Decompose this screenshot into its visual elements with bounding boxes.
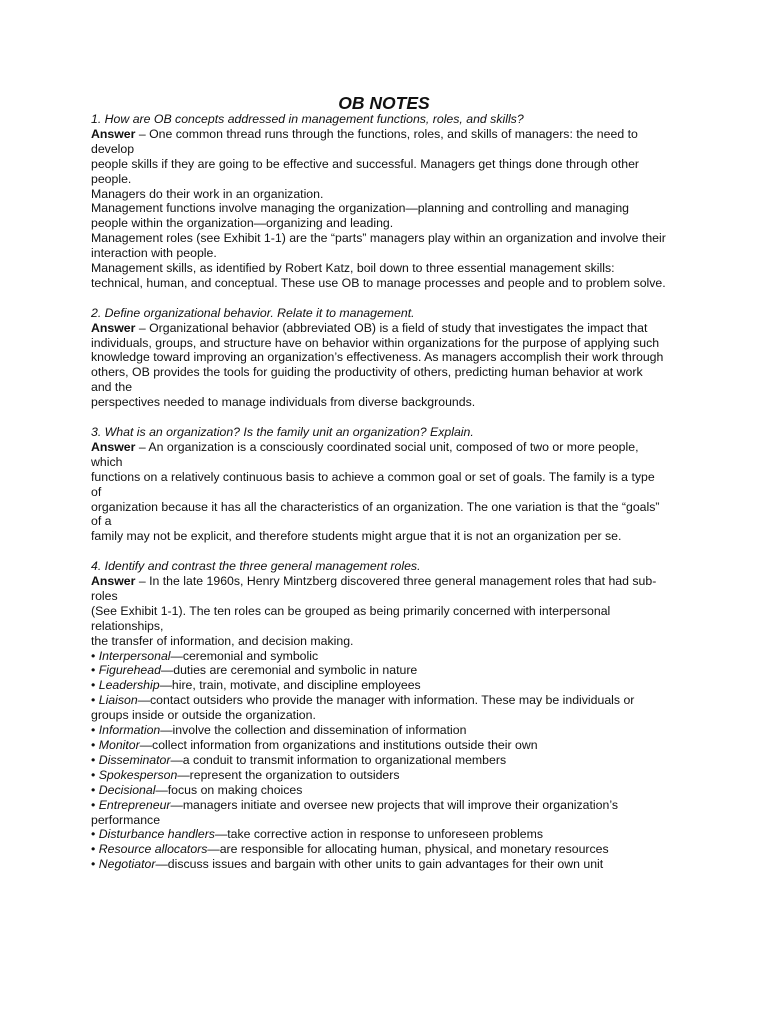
question-4: 4. Identify and contrast the three general management roles. <box>91 559 421 574</box>
answer-1-line: Management roles (see Exhibit 1-1) are the “parts” managers play within an organization and involve their <box>91 231 666 246</box>
page-title: OB NOTES <box>338 93 430 113</box>
answer-1-line: Managers do their work in an organization. <box>91 186 324 201</box>
answer-1-line: people skills if they are going to be effective and successful. Managers get things done through other <box>91 156 640 171</box>
role-description: —managers initiate and oversee new projects that will improve their organization’s <box>170 797 618 812</box>
answer-label: Answer <box>91 439 136 454</box>
answer-3-line: functions on a relatively continuous basis to achieve a common goal or set of goals. The family is a type <box>91 469 655 484</box>
answer-1-line: interaction with people. <box>91 246 217 261</box>
role-item-entrepreneur-continued: performance <box>91 812 161 827</box>
role-description: —contact outsiders who provide the manager with information. These may be individuals or <box>137 693 635 708</box>
answer-2-line: perspectives needed to manage individuals from diverse backgrounds. <box>91 395 476 410</box>
role-description: —ceremonial and symbolic <box>170 648 319 663</box>
answer-4-line: (See Exhibit 1-1). The ten roles can be grouped as being primarily concerned with interpersonal <box>91 603 611 618</box>
role-term: Entrepreneur <box>98 797 171 812</box>
role-term: Monitor <box>98 738 140 753</box>
role-description: —discuss issues and bargain with other units to gain advantages for their own unit <box>155 857 604 872</box>
answer-1-line: develop <box>91 141 135 156</box>
answer-1-line: Management skills, as identified by Robert Katz, boil down to three essential management skills: <box>91 261 615 276</box>
role-description: —hire, train, motivate, and discipline employees <box>159 678 421 693</box>
role-description: —focus on making choices <box>155 782 303 797</box>
answer-1-line: Management functions involve managing the organization—planning and controlling and managing <box>91 201 630 216</box>
role-description: —involve the collection and dissemination of information <box>160 723 467 738</box>
answer-2-line: individuals, groups, and structure have on behavior within organizations for the purpose of applying such <box>91 335 660 350</box>
document-body <box>91 112 691 872</box>
answer-3-line: which <box>91 454 123 469</box>
role-description: —are responsible for allocating human, physical, and monetary resources <box>207 842 609 857</box>
answer-4-line: Answer – In the late 1960s, Henry Mintzberg discovered three general management roles that had sub- <box>91 574 657 589</box>
role-item-disseminator: • Disseminator—a conduit to transmit information to organizational members <box>91 752 507 767</box>
role-description: —a conduit to transmit information to organizational members <box>170 752 507 767</box>
question-1: 1. How are OB concepts addressed in management functions, roles, and skills? <box>91 112 524 126</box>
role-item-information: • Information—involve the collection and dissemination of information <box>91 723 467 738</box>
answer-3-line: organization because it has all the characteristics of an organization. The one variation is that the “goals” <box>91 499 660 514</box>
paragraph-gap <box>91 291 691 306</box>
answer-1-line: Answer – One common thread runs through the functions, roles, and skills of managers: the need to <box>91 126 638 141</box>
answer-1-line: technical, human, and conceptual. These use OB to manage processes and people and to problem solve. <box>91 275 666 290</box>
role-item-decisional: • Decisional—focus on making choices <box>91 782 303 797</box>
role-term: Leadership <box>98 678 160 693</box>
role-item-leadership: • Leadership—hire, train, motivate, and discipline employees <box>91 678 421 693</box>
role-description: —take corrective action in response to unforeseen problems <box>214 827 544 842</box>
answer-3-line: family may not be explicit, and therefore students might argue that it is not an organization per se. <box>91 529 622 544</box>
answer-4-line: relationships, <box>91 618 164 633</box>
answer-1-line: people within the organization—organizing and leading. <box>91 216 394 231</box>
answer-3-line: of a <box>91 514 112 529</box>
role-description: —collect information from organizations and institutions outside their own <box>139 738 538 753</box>
role-item-liaison: • Liaison—contact outsiders who provide the manager with information. These may be individuals or <box>91 693 635 708</box>
answer-label: Answer <box>91 126 136 141</box>
role-term: Decisional <box>98 782 156 797</box>
answer-2-line: Answer – Organizational behavior (abbreviated OB) is a field of study that investigates the impact that <box>91 320 648 335</box>
role-item-entrepreneur: • Entrepreneur—managers initiate and oversee new projects that will improve their organization’s <box>91 797 618 812</box>
answer-label: Answer <box>91 320 136 335</box>
question-2: 2. Define organizational behavior. Relate it to management. <box>91 305 415 320</box>
answer-3-line: Answer – An organization is a consciously coordinated social unit, composed of two or more people, <box>91 439 639 454</box>
role-description: —represent the organization to outsiders <box>177 767 400 782</box>
role-item-resource-allocators: • Resource allocators—are responsible for allocating human, physical, and monetary resources <box>91 842 609 857</box>
answer-2-line: knowledge toward improving an organization’s effectiveness. As managers accomplish their work through <box>91 350 664 365</box>
role-term: Resource allocators <box>98 842 208 857</box>
role-item-figurehead: • Figurehead—duties are ceremonial and symbolic in nature <box>91 663 418 678</box>
role-item-monitor: • Monitor—collect information from organizations and institutions outside their own <box>91 738 538 753</box>
answer-3-line: of <box>91 484 102 499</box>
role-item-disturbance-handlers: • Disturbance handlers—take corrective action in response to unforeseen problems <box>91 827 544 842</box>
role-term: Information <box>98 723 161 738</box>
role-term: Disturbance handlers <box>98 827 215 842</box>
answer-label: Answer <box>91 574 136 589</box>
role-item-interpersonal: • Interpersonal—ceremonial and symbolic <box>91 648 319 663</box>
role-item-liaison-continued: groups inside or outside the organization. <box>91 708 316 723</box>
paragraph-gap <box>91 410 691 425</box>
answer-2-line: others, OB provides the tools for guiding the productivity of others, predicting human behavior at work <box>91 365 643 380</box>
answer-4-line: the transfer of information, and decision making. <box>91 633 354 648</box>
role-item-negotiator: • Negotiator—discuss issues and bargain with other units to gain advantages for their own unit <box>91 857 604 872</box>
role-item-spokesperson: • Spokesperson—represent the organization to outsiders <box>91 767 400 782</box>
role-term: Spokesperson <box>98 767 178 782</box>
answer-4-line: roles <box>91 588 118 603</box>
role-term: Disseminator <box>98 752 171 767</box>
role-term: Figurehead <box>98 663 161 678</box>
role-description: —duties are ceremonial and symbolic in nature <box>160 663 418 678</box>
role-term: Negotiator <box>98 857 156 872</box>
answer-2-line: and the <box>91 380 133 395</box>
paragraph-gap <box>91 544 691 559</box>
role-term: Liaison <box>98 693 138 708</box>
answer-1-line: people. <box>91 171 132 186</box>
role-term: Interpersonal <box>98 648 171 663</box>
question-3: 3. What is an organization? Is the family unit an organization? Explain. <box>91 425 474 439</box>
